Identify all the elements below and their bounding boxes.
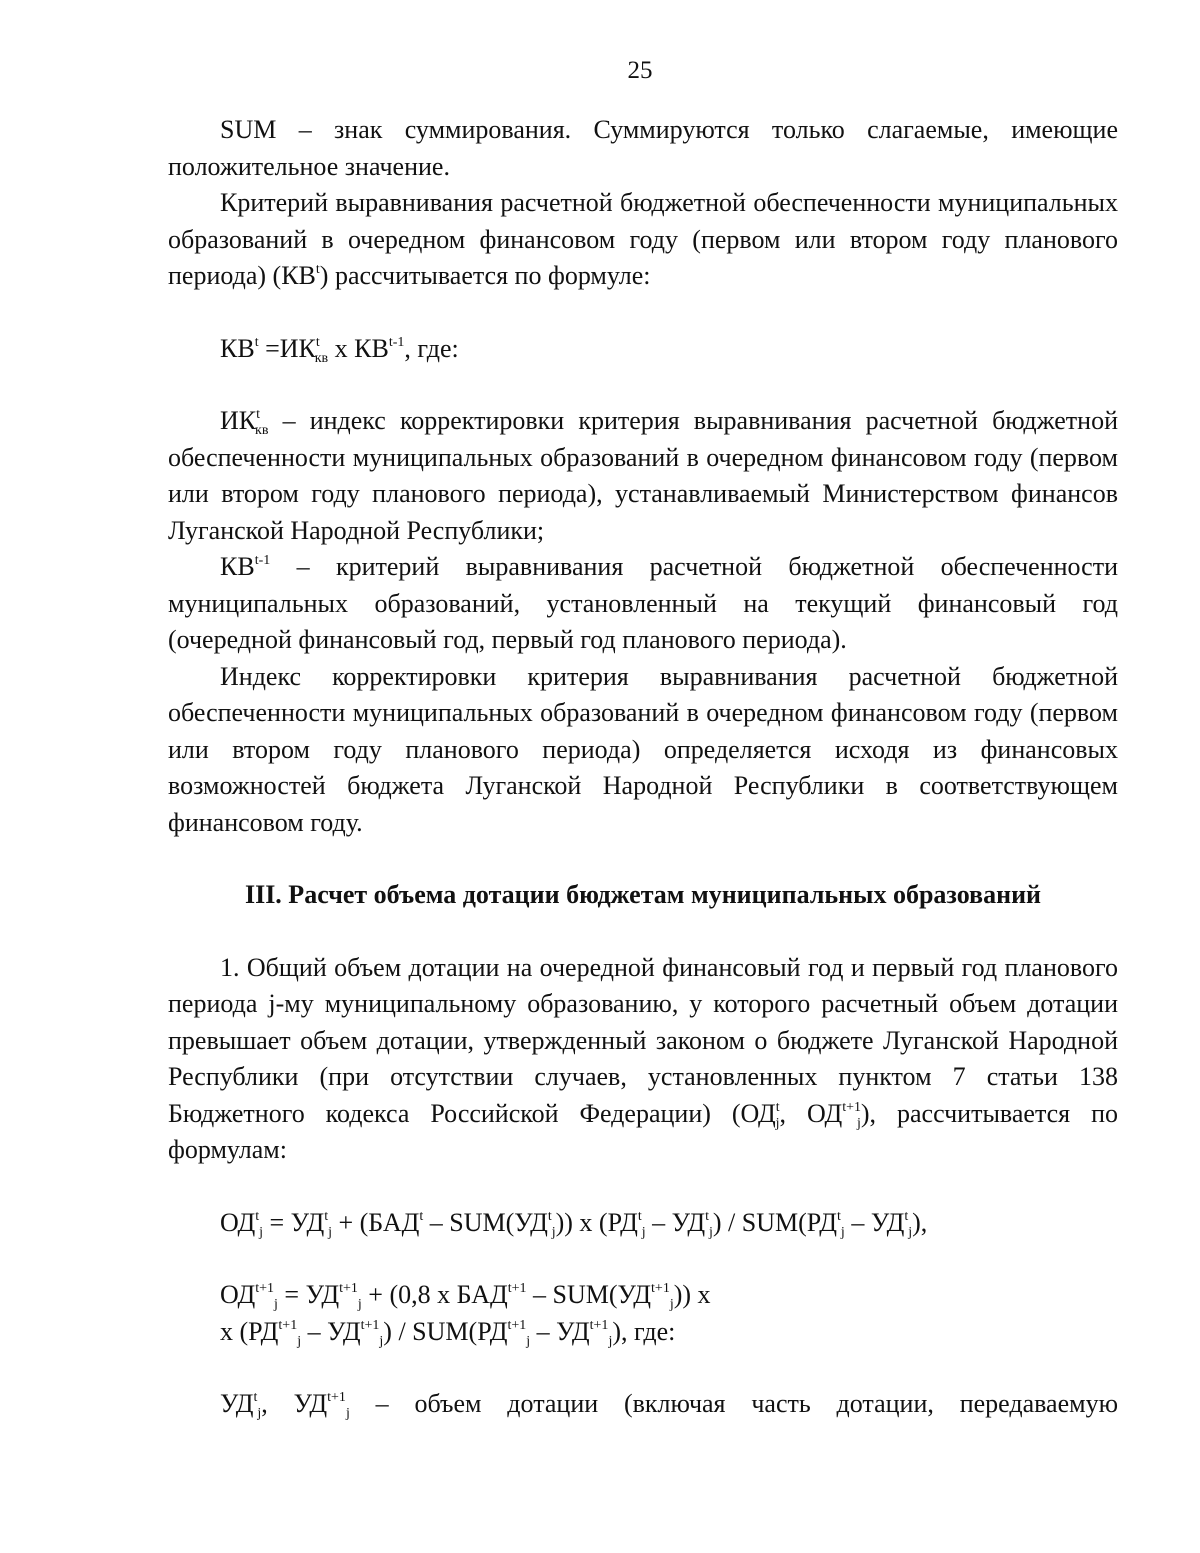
paragraph-index: Индекс корректировки критерия выравнивания расчетной бюджетной обеспеченности муниципальных образований в очередном финансовом году (первом или втором году планового периода) определяется исходя из финансовых возможностей бюджета Луганской Народной Республики в соответствующем финансовом году. xyxy=(168,661,1118,837)
paragraph-kv-intro: Критерий выравнивания расчетной бюджетной обеспеченности муниципальных образований в очередном финансовом году (первом или втором году планового периода) $(КВ^t)$ рассчитывается по формуле: xyxy=(168,188,1118,290)
paragraph-sum-definition: SUM – знак суммирования. Суммируются только слагаемые, имеющие положительное значение. xyxy=(168,115,1118,181)
definition-kv-prev: КВ$^{t-1}$ – критерий выравнивания расчетной бюджетной обеспеченности муниципальных образований, установленный на текущий финансовый год (очередной финансовый год, первый год планового периода). xyxy=(168,552,1118,654)
paragraph-1: 1. Общий объем дотации на очередной финансовый год и первый год планового периода j-му муниципальному образованию, у которого расчетный объем дотации превышает объем дотации, утвержденный законом о бюджете Луганской Народной Республики (при отсутствии случаев, установленных пунктом 7 статьи 138 Бюджетного кодекса Российской Федерации) ($ОД^t_j$, $ОД^{t+1}_j$), рассчитывается по формулам: xyxy=(168,952,1119,1164)
formula-od-t1-line2: х $(РД^{t+1}_j - УД^{t+1}_j) / SUM(РД^{t+1}_j - УД^{t+1}_j)$, где: xyxy=(220,1316,676,1349)
section-heading: III. Расчет объема дотации бюджетам муниципальных образований xyxy=(244,880,1042,909)
formula-od-t1-line1: $ОД^{t+1}_j = УД^{t+1}_j + (0,8$ х $БАД^{t+1} - SUM(УД^{t+1}_j)$) х xyxy=(220,1280,711,1312)
document-body xyxy=(168,112,1118,1423)
definition-ud: $УД^t_j$, $УД^{t+1}_j$ – объем дотации (включая часть дотации, передаваемую xyxy=(220,1389,1119,1421)
formula-od-t: $ОД^t_j = УД^t_j + (БАД^t - SUM(УД^t_j))$ х $(РД^t_j - УД^t_j) / SUM(РД^t_j - УД^t_j)$, xyxy=(220,1207,928,1240)
definition-ik: $ИК^t_{кв}$ – индекс корректировки критерия выравнивания расчетной бюджетной обеспеченности муниципальных образований в очередном финансовом году (первом или втором году планового периода), устанавливаемый Министерством финансов Луганской Народной Республики; xyxy=(168,406,1118,545)
page-number: 25 xyxy=(627,57,653,84)
formula-kv: $КВ^t =ИК^t_{кв}$ х КВ$^{t-1}$, где: xyxy=(220,333,459,366)
